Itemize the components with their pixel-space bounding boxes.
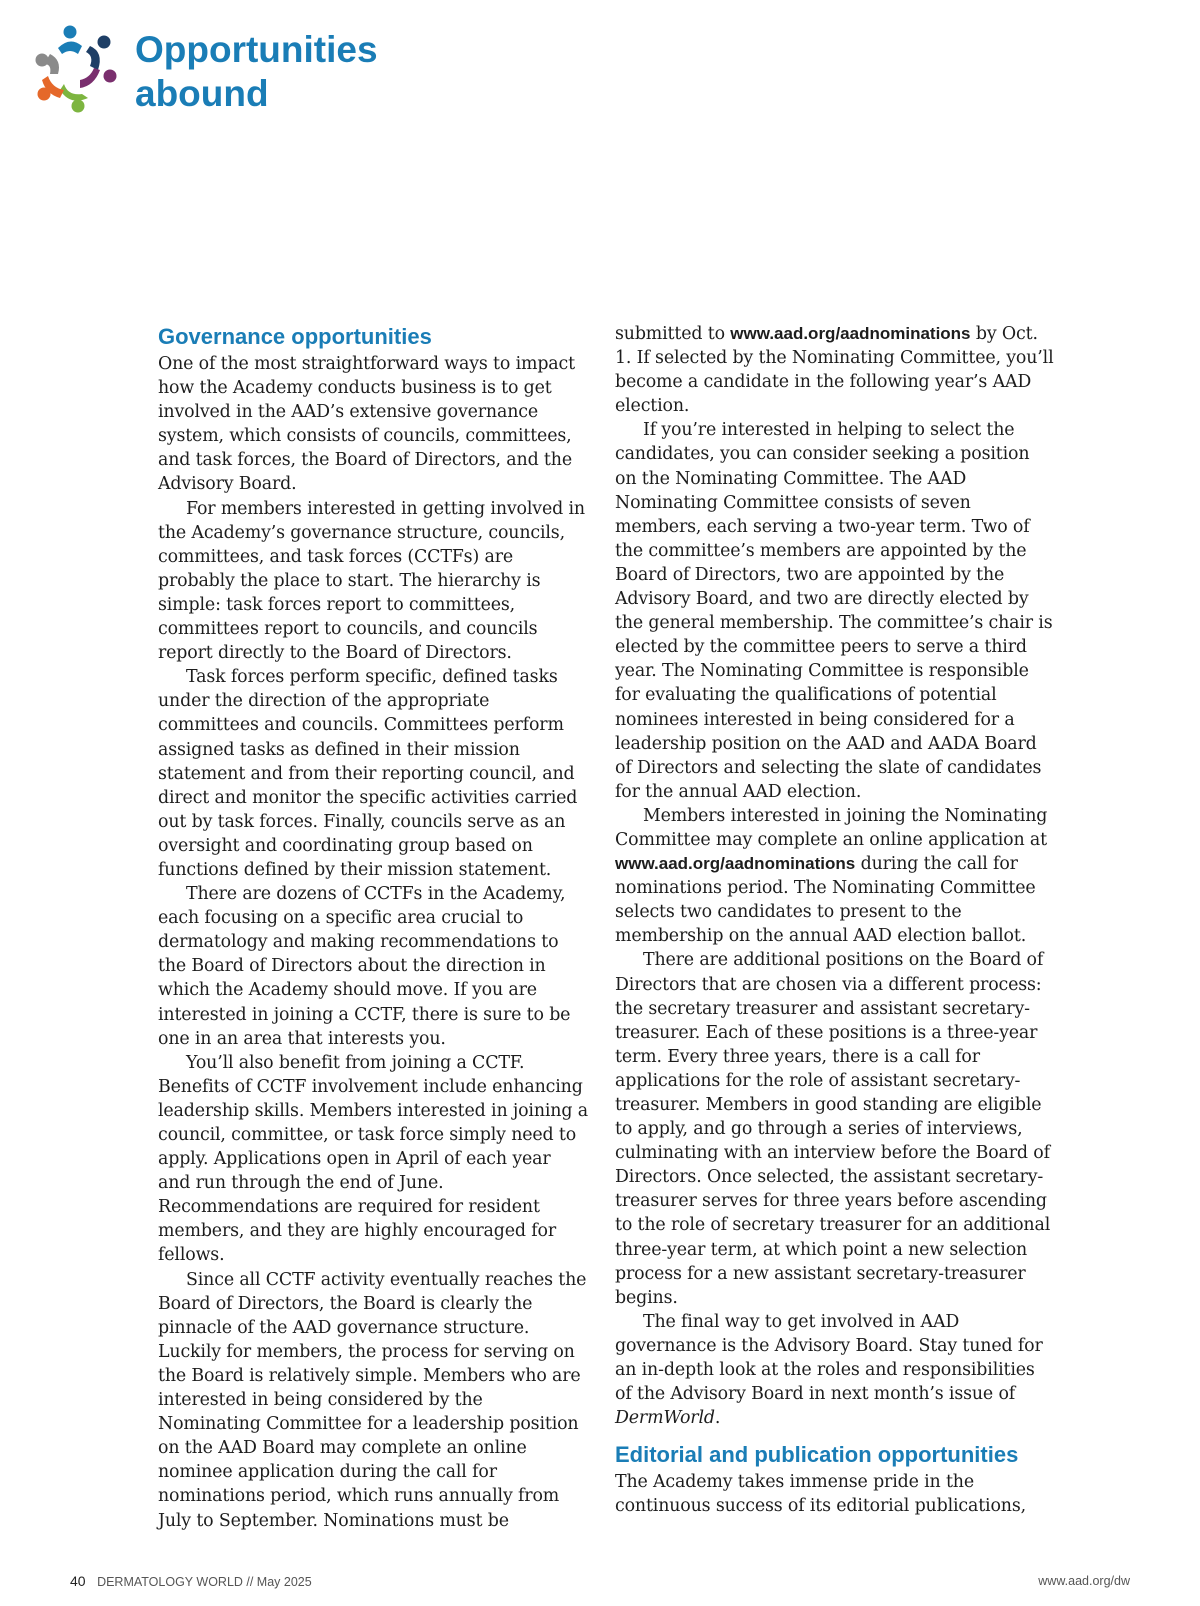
text-span: The final way to get involved in AAD governance is the Advisory Board. Stay tuned for an in-depth look at the roles and responsibilities of the Advisory Board in next month’s issue of <box>615 1311 1043 1405</box>
footer-website[interactable]: www.aad.org/dw <box>1038 1574 1130 1588</box>
paragraph <box>615 804 1055 949</box>
text-span: by Oct. 1. If selected by the Nominating Committee, you’ll become a candidate in the following year’s AAD election. <box>615 324 1054 417</box>
text-span: Members interested in joining the Nominating Committee may complete an online application at <box>615 805 1048 850</box>
paragraph: You’ll also benefit from joining a CCTF. Benefits of CCTF involvement include enhancing leadership skills. Members interested in joining a council, committee, or task force simply need to apply. Applications open in April of each year and run through the end of June. Recommendations are required for resident members, and they are highly encouraged for fellows. <box>158 1052 588 1266</box>
logo-figure-green <box>60 84 88 113</box>
text-span: during the call for nominations period. The Nominating Committee selects two candidates to present to the membership on the annual AAD election ballot. <box>615 854 1036 947</box>
text-span: submitted to <box>615 324 731 344</box>
publication-name: DermWorld <box>615 1408 715 1429</box>
right-column <box>615 322 1055 1519</box>
logo-figure-gray <box>36 54 60 75</box>
paragraph: Since all CCTF activity eventually reaches the Board of Directors, the Board is clearly the pinnacle of the AAD governance structure. Luckily for members, the process for serving on the Board is relatively simple. Members who are interested in being considered by the Nominating Committee for a leadership position on the AAD Board may complete an online nominee application during the call for nominations period, which runs annually from July to September. Nominations must be <box>158 1269 587 1531</box>
people-circle-logo-icon <box>34 24 118 114</box>
paragraph: The Academy takes immense pride in the continuous success of its editorial publications, <box>615 1472 1026 1517</box>
logo-figure-navy <box>86 36 111 71</box>
publication-info: DERMATOLOGY WORLD // May 2025 <box>97 1575 312 1589</box>
page-title <box>135 28 378 116</box>
paragraph <box>615 1310 1055 1430</box>
text-span: . <box>714 1408 721 1429</box>
governance-heading: Governance opportunities <box>158 324 432 349</box>
left-column <box>158 322 588 1533</box>
page-number: 40 <box>70 1573 86 1589</box>
paragraph: There are dozens of CCTFs in the Academy, each focusing on a specific area crucial to dermatology and making recommendations to the Board of Directors about the direction in which the Academy should move. If you are interested in joining a CCTF, there is sure to be one in an area that interests you. <box>158 884 571 1049</box>
logo-figure-orange <box>38 76 65 101</box>
logo-figure-blue <box>58 26 82 55</box>
paragraph: There are additional positions on the Board of Directors that are chosen via a different process: the secretary treasurer and assistant secretary-treasurer. Each of these positions is a three-year term. Every three years, there is a call for applications for the role of assistant secretary-treasurer. Members in good standing are eligible to apply, and go through a series of interviews, culminating with an interview before the Board of Directors. Once selected, the assistant secretary-treasurer serves for three years before ascending to the role of secretary treasurer for an additional three-year term, at which point a new selection process for a new assistant secretary-treasurer begins. <box>615 950 1051 1308</box>
page-footer <box>70 1573 1130 1593</box>
paragraph: One of the most straightforward ways to impact how the Academy conducts business is to get involved in the AAD’s extensive governance system, which consists of councils, committees, and task forces, the Board of Directors, and the Advisory Board. <box>158 354 575 495</box>
paragraph: Task forces perform specific, defined tasks under the direction of the appropriate committees and councils. Committees perform assigned tasks as defined in their mission statement and from their reporting council, and direct and monitor the specific activities carried out by task forces. Finally, councils serve as an oversight and coordinating group based on functions defined by their mission statement. <box>158 667 578 880</box>
nominations-link[interactable]: www.aad.org/aadnominations <box>615 854 856 874</box>
title-line-1: Opportunities <box>135 29 378 70</box>
nominations-link[interactable]: www.aad.org/aadnominations <box>730 324 971 343</box>
paragraph <box>615 322 1055 418</box>
title-line-2: abound <box>135 73 269 114</box>
logo-figure-purple <box>80 68 117 88</box>
paragraph: For members interested in getting involved in the Academy’s governance structure, councils, committees, and task forces (CCTFs) are probably the place to start. The hierarchy is simple: task forces report to committees, committees report to councils, and councils report directly to the Board of Directors. <box>158 498 585 664</box>
editorial-heading: Editorial and publication opportunities <box>615 1442 1019 1468</box>
paragraph: If you’re interested in helping to select the candidates, you can consider seeking a position on the Nominating Committee. The AAD Nominating Committee consists of seven members, each serving a two-year term. Two of the committee’s members are appointed by the Board of Directors, two are appointed by the Advisory Board, and two are directly elected by the general membership. The committee’s chair is elected by the committee peers to serve a third year. The Nominating Committee is responsible for evaluating the qualifications of potential nominees interested in being considered for a leadership position on the AAD and AADA Board of Directors and selecting the slate of candidates for the annual AAD election. <box>615 420 1053 802</box>
